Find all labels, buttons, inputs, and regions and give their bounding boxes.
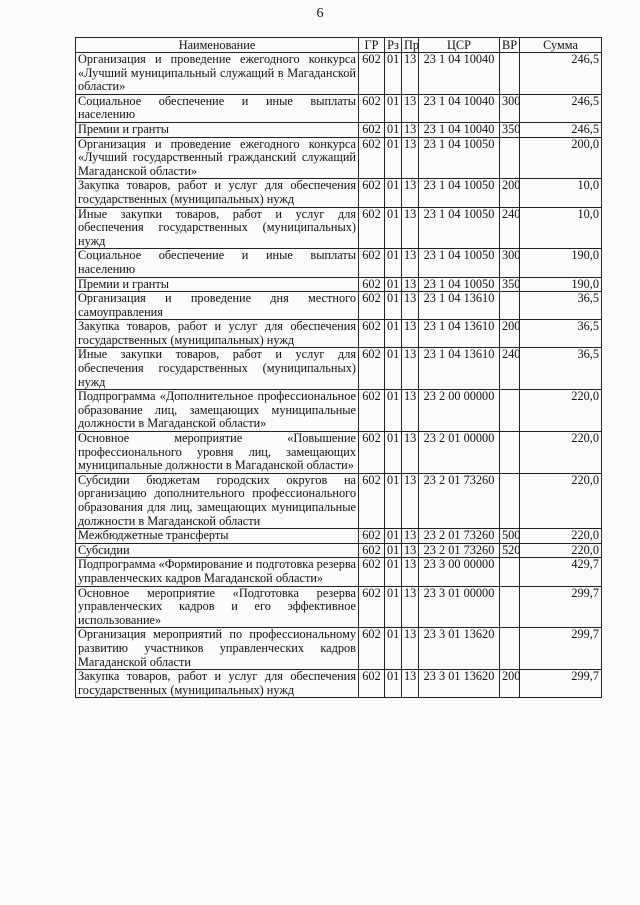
row-vr: [500, 390, 520, 432]
row-rz: 01: [385, 390, 402, 432]
row-gr: 602: [359, 348, 385, 390]
row-pr: 13: [402, 53, 419, 95]
row-rz: 01: [385, 292, 402, 320]
table-row: [76, 348, 602, 390]
row-pr: 13: [402, 586, 419, 628]
row-csr: 23 1 04 10050: [419, 207, 500, 249]
row-vr: 200: [500, 320, 520, 348]
row-name: Основное мероприятие «Повышение профессионального уровня лиц, замещающих муниципальные должности в Магаданской области»: [76, 432, 359, 474]
row-csr: 23 2 01 00000: [419, 432, 500, 474]
row-csr: 23 1 04 13610: [419, 348, 500, 390]
row-gr: 602: [359, 670, 385, 698]
row-sum: 429,7: [520, 558, 602, 586]
table-row: [76, 529, 602, 544]
row-gr: 602: [359, 628, 385, 670]
row-rz: 01: [385, 249, 402, 277]
table-body: [76, 53, 602, 698]
row-pr: 13: [402, 432, 419, 474]
row-sum: 220,0: [520, 390, 602, 432]
row-gr: 602: [359, 292, 385, 320]
table-row: [76, 432, 602, 474]
row-sum: 299,7: [520, 670, 602, 698]
row-name: Организация и проведение ежегодного конкурса «Лучший муниципальный служащий в Магаданской области»: [76, 53, 359, 95]
row-sum: 36,5: [520, 292, 602, 320]
row-sum: 36,5: [520, 320, 602, 348]
row-name: Закупка товаров, работ и услуг для обеспечения государственных (муниципальных) нужд: [76, 320, 359, 348]
row-gr: 602: [359, 543, 385, 558]
row-vr: 240: [500, 348, 520, 390]
row-rz: 01: [385, 670, 402, 698]
row-rz: 01: [385, 558, 402, 586]
row-csr: 23 2 01 73260: [419, 543, 500, 558]
header-csr: ЦСР: [419, 38, 500, 53]
row-gr: 602: [359, 473, 385, 528]
table-row: [76, 586, 602, 628]
row-pr: 13: [402, 122, 419, 137]
table-row: [76, 53, 602, 95]
row-rz: 01: [385, 277, 402, 292]
row-name: Социальное обеспечение и иные выплаты населению: [76, 94, 359, 122]
row-vr: 240: [500, 207, 520, 249]
row-rz: 01: [385, 348, 402, 390]
row-rz: 01: [385, 473, 402, 528]
row-gr: 602: [359, 529, 385, 544]
row-gr: 602: [359, 277, 385, 292]
row-pr: 13: [402, 137, 419, 179]
row-rz: 01: [385, 529, 402, 544]
row-pr: 13: [402, 348, 419, 390]
row-sum: 190,0: [520, 277, 602, 292]
row-name: Основное мероприятие «Подготовка резерва управленческих кадров и его эффективное использование»: [76, 586, 359, 628]
row-csr: 23 2 00 00000: [419, 390, 500, 432]
row-rz: 01: [385, 628, 402, 670]
row-vr: 300: [500, 249, 520, 277]
row-sum: 299,7: [520, 586, 602, 628]
row-gr: 602: [359, 558, 385, 586]
row-name: Организация и проведение ежегодного конкурса «Лучший государственный гражданский служащий Магаданской области»: [76, 137, 359, 179]
row-csr: 23 1 04 10040: [419, 122, 500, 137]
row-pr: 13: [402, 292, 419, 320]
row-name: Закупка товаров, работ и услуг для обеспечения государственных (муниципальных) нужд: [76, 670, 359, 698]
row-csr: 23 1 04 10040: [419, 94, 500, 122]
row-sum: 200,0: [520, 137, 602, 179]
header-rz: Рз: [385, 38, 402, 53]
row-rz: 01: [385, 94, 402, 122]
header-vr: ВР: [500, 38, 520, 53]
header-pr: Пр: [402, 38, 419, 53]
row-gr: 602: [359, 586, 385, 628]
row-rz: 01: [385, 432, 402, 474]
row-pr: 13: [402, 558, 419, 586]
page-number: 6: [316, 6, 324, 21]
row-name: Субсидии: [76, 543, 359, 558]
row-pr: 13: [402, 249, 419, 277]
row-name: Иные закупки товаров, работ и услуг для обеспечения государственных (муниципальных) нужд: [76, 348, 359, 390]
budget-table: [75, 37, 602, 698]
row-csr: 23 3 01 00000: [419, 586, 500, 628]
table-row: [76, 390, 602, 432]
row-sum: 220,0: [520, 473, 602, 528]
row-pr: 13: [402, 543, 419, 558]
row-vr: 200: [500, 179, 520, 207]
row-csr: 23 2 01 73260: [419, 473, 500, 528]
row-gr: 602: [359, 432, 385, 474]
row-pr: 13: [402, 179, 419, 207]
row-vr: [500, 473, 520, 528]
table-row: [76, 277, 602, 292]
row-name: Социальное обеспечение и иные выплаты населению: [76, 249, 359, 277]
row-sum: 36,5: [520, 348, 602, 390]
row-vr: 300: [500, 94, 520, 122]
row-pr: 13: [402, 277, 419, 292]
row-gr: 602: [359, 137, 385, 179]
row-name: Подпрограмма «Дополнительное профессиональное образование лиц, замещающих муниципальные должности в Магаданской области»: [76, 390, 359, 432]
row-sum: 246,5: [520, 122, 602, 137]
row-gr: 602: [359, 207, 385, 249]
row-vr: [500, 53, 520, 95]
row-csr: 23 2 01 73260: [419, 529, 500, 544]
row-rz: 01: [385, 137, 402, 179]
row-name: Подпрограмма «Формирование и подготовка резерва управленческих кадров Магаданской области»: [76, 558, 359, 586]
row-name: Субсидии бюджетам городских округов на организацию дополнительного профессионального образования для лиц, замещающих муниципальные должности в Магаданской области: [76, 473, 359, 528]
row-sum: 220,0: [520, 529, 602, 544]
row-vr: [500, 137, 520, 179]
row-sum: 246,5: [520, 94, 602, 122]
row-gr: 602: [359, 249, 385, 277]
row-vr: [500, 558, 520, 586]
row-vr: 520: [500, 543, 520, 558]
table-row: [76, 137, 602, 179]
row-rz: 01: [385, 122, 402, 137]
row-pr: 13: [402, 207, 419, 249]
row-vr: 500: [500, 529, 520, 544]
table-row: [76, 320, 602, 348]
row-sum: 190,0: [520, 249, 602, 277]
table-row: [76, 473, 602, 528]
row-name: Организация мероприятий по профессиональному развитию участников управленческих кадров Магаданской области: [76, 628, 359, 670]
row-csr: 23 1 04 13610: [419, 320, 500, 348]
row-gr: 602: [359, 53, 385, 95]
row-rz: 01: [385, 320, 402, 348]
row-vr: 350: [500, 122, 520, 137]
row-pr: 13: [402, 628, 419, 670]
row-pr: 13: [402, 529, 419, 544]
table-row: [76, 179, 602, 207]
row-rz: 01: [385, 53, 402, 95]
row-vr: [500, 586, 520, 628]
row-sum: 299,7: [520, 628, 602, 670]
row-csr: 23 1 04 10050: [419, 137, 500, 179]
row-sum: 220,0: [520, 543, 602, 558]
row-name: Межбюджетные трансферты: [76, 529, 359, 544]
row-vr: 200: [500, 670, 520, 698]
row-rz: 01: [385, 543, 402, 558]
row-gr: 602: [359, 320, 385, 348]
row-gr: 602: [359, 390, 385, 432]
table-row: [76, 670, 602, 698]
row-vr: [500, 292, 520, 320]
table-row: [76, 628, 602, 670]
row-vr: 350: [500, 277, 520, 292]
row-csr: 23 1 04 10040: [419, 53, 500, 95]
row-sum: 10,0: [520, 179, 602, 207]
row-csr: 23 3 00 00000: [419, 558, 500, 586]
row-csr: 23 1 04 10050: [419, 249, 500, 277]
row-pr: 13: [402, 94, 419, 122]
table-row: [76, 122, 602, 137]
table-row: [76, 292, 602, 320]
row-gr: 602: [359, 179, 385, 207]
row-sum: 220,0: [520, 432, 602, 474]
row-pr: 13: [402, 320, 419, 348]
row-csr: 23 1 04 10050: [419, 277, 500, 292]
row-rz: 01: [385, 179, 402, 207]
row-pr: 13: [402, 473, 419, 528]
row-name: Иные закупки товаров, работ и услуг для обеспечения государственных (муниципальных) нужд: [76, 207, 359, 249]
row-gr: 602: [359, 94, 385, 122]
row-name: Организация и проведение дня местного самоуправления: [76, 292, 359, 320]
row-vr: [500, 628, 520, 670]
table-row: [76, 558, 602, 586]
header-gr: ГР: [359, 38, 385, 53]
row-sum: 10,0: [520, 207, 602, 249]
row-csr: 23 1 04 10050: [419, 179, 500, 207]
table-row: [76, 543, 602, 558]
row-gr: 602: [359, 122, 385, 137]
row-pr: 13: [402, 670, 419, 698]
row-csr: 23 3 01 13620: [419, 670, 500, 698]
header-name: Наименование: [76, 38, 359, 53]
row-name: Премии и гранты: [76, 277, 359, 292]
row-pr: 13: [402, 390, 419, 432]
table-row: [76, 249, 602, 277]
row-csr: 23 1 04 13610: [419, 292, 500, 320]
header-row: [76, 38, 602, 53]
row-vr: [500, 432, 520, 474]
row-rz: 01: [385, 207, 402, 249]
row-rz: 01: [385, 586, 402, 628]
header-sum: Сумма: [520, 38, 602, 53]
row-csr: 23 3 01 13620: [419, 628, 500, 670]
row-sum: 246,5: [520, 53, 602, 95]
row-name: Премии и гранты: [76, 122, 359, 137]
table-row: [76, 94, 602, 122]
row-name: Закупка товаров, работ и услуг для обеспечения государственных (муниципальных) нужд: [76, 179, 359, 207]
table-row: [76, 207, 602, 249]
